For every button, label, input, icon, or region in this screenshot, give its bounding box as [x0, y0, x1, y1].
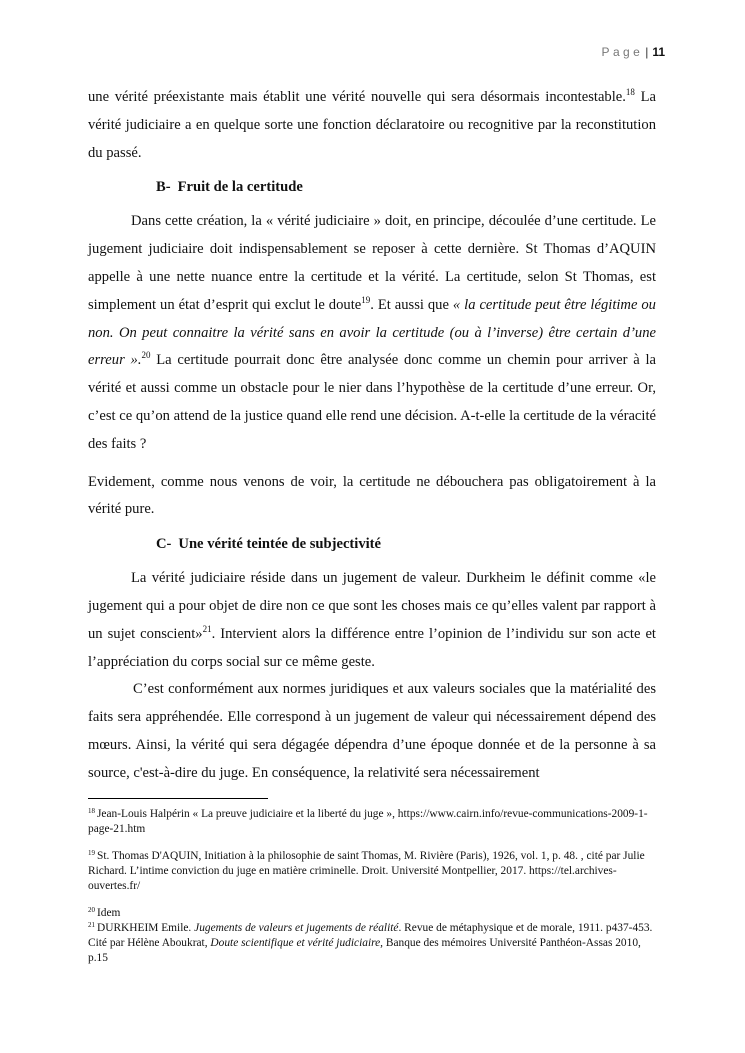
section-heading-c [88, 534, 656, 554]
document-body [88, 84, 656, 788]
quote: « la certitude peut être légitime ou non. On peut connaitre la vérité sans en avoir la certitude (ou à l’inverse) être certain d’une erreur ». [88, 296, 656, 369]
page-separator: | [645, 45, 649, 59]
section-title: Une vérité teintée de subjectivité [178, 536, 382, 553]
paragraph-4: La vérité judiciaire réside dans un jugement de valeur. Durkheim le définit comme «le jugement qui a pour objet de dire non ce que sont les choses mais ce qu’elles valent par rapport à un sujet conscient»$^{21}$. Intervient alors la différence entre l’opinion de l’individu sur son acte et l’appréciation du corps social sur ce même geste. [88, 570, 656, 670]
page-label: Page [601, 45, 644, 59]
footnote-ref-19[interactable]: 19 [361, 294, 371, 305]
footnote-ref-21[interactable]: 21 [202, 623, 212, 634]
footnotes [88, 807, 656, 966]
paragraph-5: C’est conformément aux normes juridiques et aux valeurs sociales que la matérialité des faits sera appréhendée. Elle correspond à un jugement de valeur qui nécessairement dépend des mœurs. Ainsi, la vérité qui sera dégagée dépendra d’une époque donnée et de la personne à sa source, c'est-à-dire du juge. En conséquence, la relativité sera nécessairement [88, 681, 656, 781]
section-heading-b [88, 177, 656, 197]
footnote-21: $^{21}$ DURKHEIM Emile. Jugements de valeurs et jugements de réalité. Revue de métaphysique et de morale, 1911. p437-453. Cité par Hélène Aboukrat, Doute scientifique et vérité judiciaire, Banque des mémoires Université Panthéon-Assas 2010, p.15 [88, 921, 653, 964]
paragraph-2: Dans cette création, la « vérité judiciaire » doit, en principe, découlée d’une certitude. Le jugement judiciaire doit indispensablement se reposer à cette dernière. St Thomas d’AQUIN appelle à une nette nuance entre la certitude et la vérité. La certitude, selon St Thomas, est simplement un état d’esprit qui exclut le doute$^{19}$. Et aussi que « la certitude peut être légitime ou non. On peut connaitre la vérité sans en avoir la certitude (ou à l’inverse) être certain d’une erreur ».$^{20}$ La certitude pourrait donc être analysée donc comme un chemin pour arriver à la vérité et aussi comme un obstacle pour le nier dans l’hypothèse de la certitude d’une erreur. Or, c’est ce qu’on attend de la justice quand elle rend une décision. A-t-elle la certitude de la véracité des faits ? [88, 213, 657, 452]
footnote-20: $^{20}$ Idem [88, 906, 121, 919]
paragraph-1: une vérité préexistante mais établit une vérité nouvelle qui sera désormais incontestable.$^{18}$ La vérité judiciaire a en quelque sorte une fonction déclaratoire ou recognitive par la reconstitution du passé. [88, 87, 657, 161]
footnote-separator [88, 798, 268, 799]
section-letter: C- [156, 536, 172, 553]
paragraph-3: Evidement, comme nous venons de voir, la certitude ne débouchera pas obligatoirement à la vérité pure. [88, 473, 656, 518]
footnote-19: $^{19}$ St. Thomas D'AQUIN, Initiation à la philosophie de saint Thomas, M. Rivière (Paris), 1926, vol. 1, p. 48. , cité par Julie Richard. L’intime conviction du juge en matière criminelle. Droit. Université Montpellier, 2017. https://tel.archives-ouvertes.fr/ [88, 849, 645, 892]
footnote-ref-18[interactable]: 18 [625, 87, 635, 97]
section-letter: B- [156, 179, 171, 196]
section-title: Fruit de la certitude [177, 179, 303, 196]
footnote-18: $^{18}$ Jean-Louis Halpérin « La preuve judiciaire et la liberté du juge », https://www.cairn.info/revue-communications-2009-1-page-21.htm [88, 807, 648, 835]
footnote-ref-20[interactable]: 20 [141, 350, 151, 361]
page-header [560, 45, 665, 65]
page-number: 11 [652, 45, 665, 59]
